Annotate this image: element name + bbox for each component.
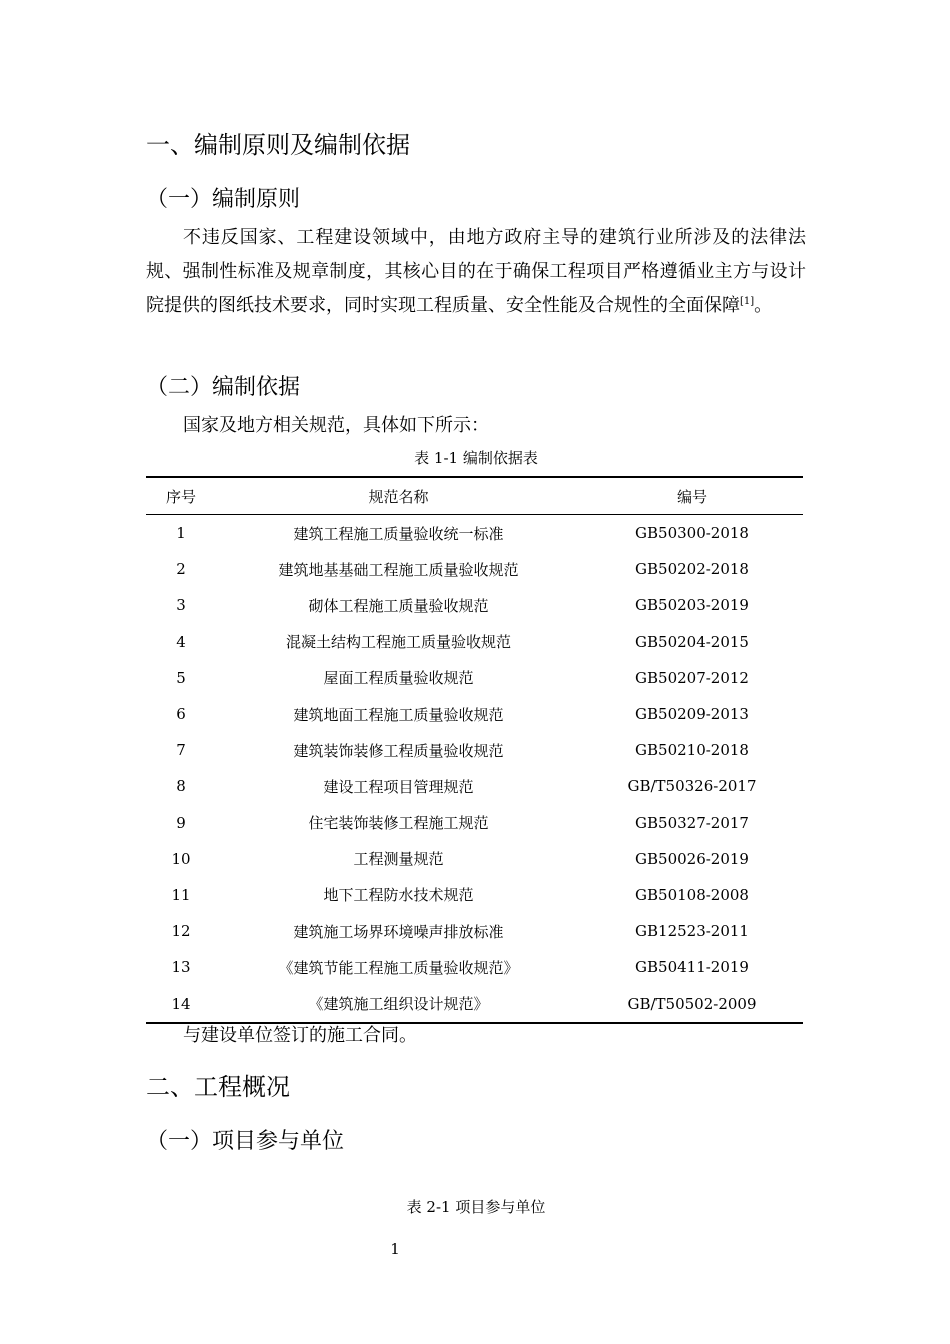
row-standard-name: 建筑工程施工质量验收统一标准 bbox=[293, 524, 504, 543]
row-code: GB/T50326-2017 bbox=[627, 777, 757, 796]
row-standard-name: 工程测量规范 bbox=[353, 850, 444, 869]
table-row bbox=[146, 515, 803, 552]
row-standard-name: 建筑装饰装修工程质量验收规范 bbox=[293, 741, 504, 760]
row-code: GB50202-2018 bbox=[635, 560, 749, 579]
principle-end: 。 bbox=[754, 295, 773, 316]
basis-table bbox=[146, 476, 803, 1024]
row-code: GB50203-2019 bbox=[635, 596, 749, 615]
row-standard-name: 建筑地基基础工程施工质量验收规范 bbox=[278, 560, 519, 579]
row-code: GB50108-2008 bbox=[635, 885, 749, 904]
after-table-text: 与建设单位签订的施工合同。 bbox=[183, 1025, 417, 1046]
section-heading-2: 二、工程概况 bbox=[146, 1073, 290, 1101]
row-standard-name: 建筑地面工程施工质量验收规范 bbox=[293, 705, 504, 724]
row-standard-name: 混凝土结构工程施工质量验收规范 bbox=[285, 633, 511, 652]
principle-paragraph bbox=[146, 221, 806, 323]
citation-ref[interactable]: [1] bbox=[740, 296, 755, 307]
table-caption-2-1: 表 2-1 项目参与单位 bbox=[406, 1198, 546, 1216]
row-code: GB50209-2013 bbox=[635, 705, 749, 724]
table-row bbox=[146, 551, 803, 587]
section-heading-1: 一、编制原则及编制依据 bbox=[146, 131, 410, 159]
row-code: GB/T50502-2009 bbox=[627, 994, 757, 1013]
row-index: 12 bbox=[171, 922, 191, 941]
subsection-heading-participants: （一）项目参与单位 bbox=[146, 1129, 345, 1154]
row-code: GB50327-2017 bbox=[635, 813, 749, 832]
header-index: 序号 bbox=[146, 477, 216, 515]
row-code: GB50026-2019 bbox=[635, 849, 749, 868]
row-standard-name: 《建筑节能工程施工质量验收规范》 bbox=[278, 958, 519, 977]
row-standard-name: 砌体工程施工质量验收规范 bbox=[308, 596, 489, 615]
row-code: GB12523-2011 bbox=[635, 922, 749, 941]
row-index: 1 bbox=[176, 524, 186, 543]
table-row bbox=[146, 660, 803, 696]
table-row bbox=[146, 624, 803, 660]
table-row bbox=[146, 732, 803, 768]
row-index: 3 bbox=[176, 596, 186, 615]
row-index: 8 bbox=[176, 777, 186, 796]
table-row bbox=[146, 805, 803, 841]
row-standard-name: 住宅装饰装修工程施工规范 bbox=[308, 814, 489, 833]
table-row bbox=[146, 587, 803, 623]
row-standard-name: 《建筑施工组织设计规范》 bbox=[308, 995, 489, 1014]
row-index: 14 bbox=[171, 994, 191, 1013]
row-index: 7 bbox=[176, 741, 186, 760]
header-code: 编号 bbox=[581, 477, 803, 515]
basis-intro: 国家及地方相关规范，具体如下所示： bbox=[183, 415, 489, 436]
table-row bbox=[146, 985, 803, 1022]
row-code: GB50210-2018 bbox=[635, 741, 749, 760]
row-index: 4 bbox=[176, 632, 186, 651]
row-standard-name: 建筑施工场界环境噪声排放标准 bbox=[293, 922, 504, 941]
table-row bbox=[146, 913, 803, 949]
table-row bbox=[146, 949, 803, 985]
row-index: 2 bbox=[176, 560, 186, 579]
principle-text: 不违反国家、工程建设领域中，由地方政府主导的建筑行业所涉及的法律法规、强制性标准及规章制度，其核心目的在于确保工程项目严格遵循业主方与设计院提供的图纸技术要求，同时实现工程质量、安全性能及合规性的全面保障 bbox=[146, 227, 806, 316]
row-index: 10 bbox=[171, 849, 191, 868]
row-index: 6 bbox=[176, 705, 186, 724]
row-code: GB50300-2018 bbox=[635, 524, 749, 543]
table-header-row bbox=[146, 477, 803, 515]
row-index: 9 bbox=[176, 813, 186, 832]
row-standard-name: 建设工程项目管理规范 bbox=[323, 777, 474, 796]
row-index: 5 bbox=[176, 668, 186, 687]
subsection-heading-principle: （一）编制原则 bbox=[146, 187, 301, 212]
row-standard-name: 地下工程防水技术规范 bbox=[323, 886, 474, 905]
table-caption-1-1: 表 1-1 编制依据表 bbox=[414, 449, 538, 467]
row-index: 13 bbox=[171, 958, 191, 977]
row-standard-name: 屋面工程质量验收规范 bbox=[323, 669, 474, 688]
table-row bbox=[146, 877, 803, 913]
row-code: GB50207-2012 bbox=[635, 668, 749, 687]
row-index: 11 bbox=[171, 885, 191, 904]
table-row bbox=[146, 768, 803, 804]
header-standard-name: 规范名称 bbox=[216, 477, 581, 515]
row-code: GB50411-2019 bbox=[635, 958, 749, 977]
table-row bbox=[146, 841, 803, 877]
table-row bbox=[146, 696, 803, 732]
row-code: GB50204-2015 bbox=[635, 632, 749, 651]
page-number: 1 bbox=[390, 1240, 400, 1258]
subsection-heading-basis: （二）编制依据 bbox=[146, 375, 301, 400]
